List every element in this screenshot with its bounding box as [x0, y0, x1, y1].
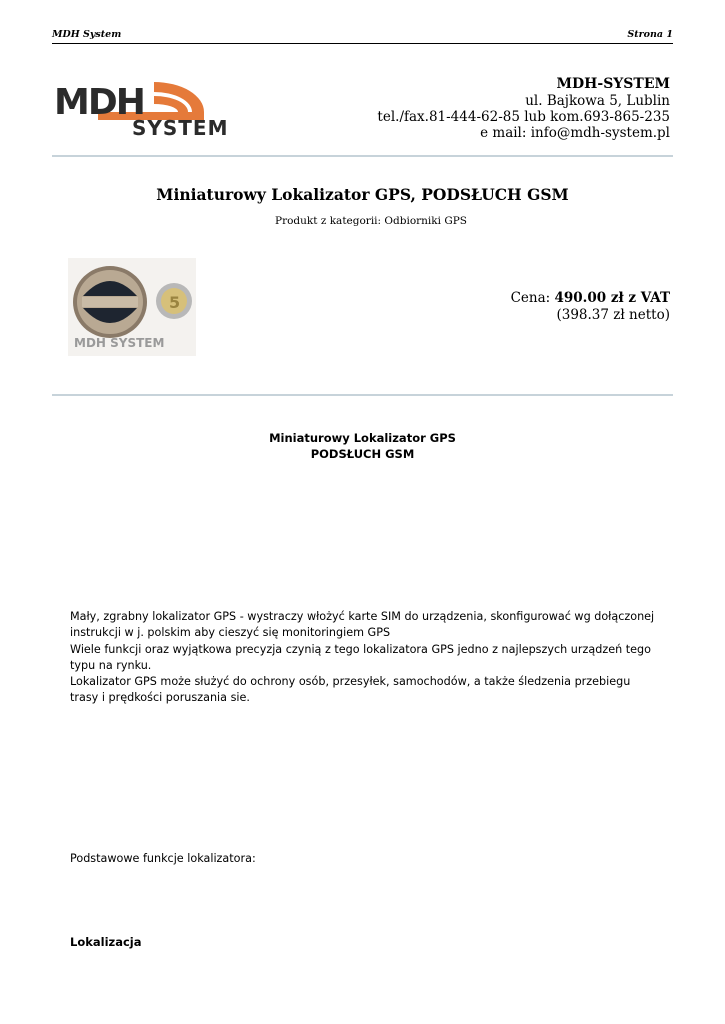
functions-intro: Podstawowe funkcje lokalizatora: [70, 852, 256, 865]
price-net: (398.37 zł netto) [556, 307, 670, 323]
company-phone: tel./fax.81-444-62-85 lub kom.693-865-235 [377, 109, 670, 125]
product-image [68, 258, 196, 356]
price-gross: 490.00 zł z VAT [554, 290, 670, 306]
running-header [52, 29, 673, 44]
description-heading-line2: PODSŁUCH GSM [310, 447, 415, 461]
description-paragraph: Lokalizator GPS może służyć do ochrony osób, przesyłek, samochodów, a także śledzenia przebiegu trasy i prędkości poruszania sie. [70, 675, 631, 705]
description-paragraph: Wiele funkcji oraz wyjątkowa precyzja czynią z tego lokalizatora GPS jedno z najlepszych urządzeń tego typu na rynku. [70, 642, 651, 672]
description-heading-line1: Miniaturowy Lokalizator GPS [269, 431, 456, 445]
header-site-name: MDH System [52, 29, 122, 40]
company-name: MDH-SYSTEM [556, 76, 670, 92]
price-label: Cena: [510, 290, 551, 306]
description-paragraph: Mały, zgrabny lokalizator GPS - wystraczy włożyć karte SIM do urządzenia, skonfigurować wg dołączonej instrukcji w j. polskim aby cieszyć się monitoringiem GPS [70, 610, 655, 640]
subheading-localization: Lokalizacja [70, 935, 142, 949]
company-logo [54, 78, 254, 140]
company-email: e mail: info@mdh-system.pl [480, 125, 670, 141]
description-body [70, 609, 660, 707]
svg-text:5: 5 [169, 293, 181, 312]
divider-top [52, 155, 673, 157]
company-address: ul. Bajkowa 5, Lublin [525, 93, 670, 109]
header-page-number: Strona 1 [627, 29, 673, 40]
svg-text:SYSTEM: SYSTEM [132, 116, 229, 140]
image-watermark: MDH SYSTEM [74, 336, 165, 350]
description-heading [0, 430, 725, 462]
svg-text:MDH: MDH [54, 82, 144, 123]
product-category: Produkt z kategorii: Odbiorniki GPS [275, 215, 467, 227]
product-title: Miniaturowy Lokalizator GPS, PODSŁUCH GSM [156, 185, 569, 204]
price-block [511, 290, 670, 324]
company-contact [377, 76, 670, 141]
divider-bottom [52, 394, 673, 396]
